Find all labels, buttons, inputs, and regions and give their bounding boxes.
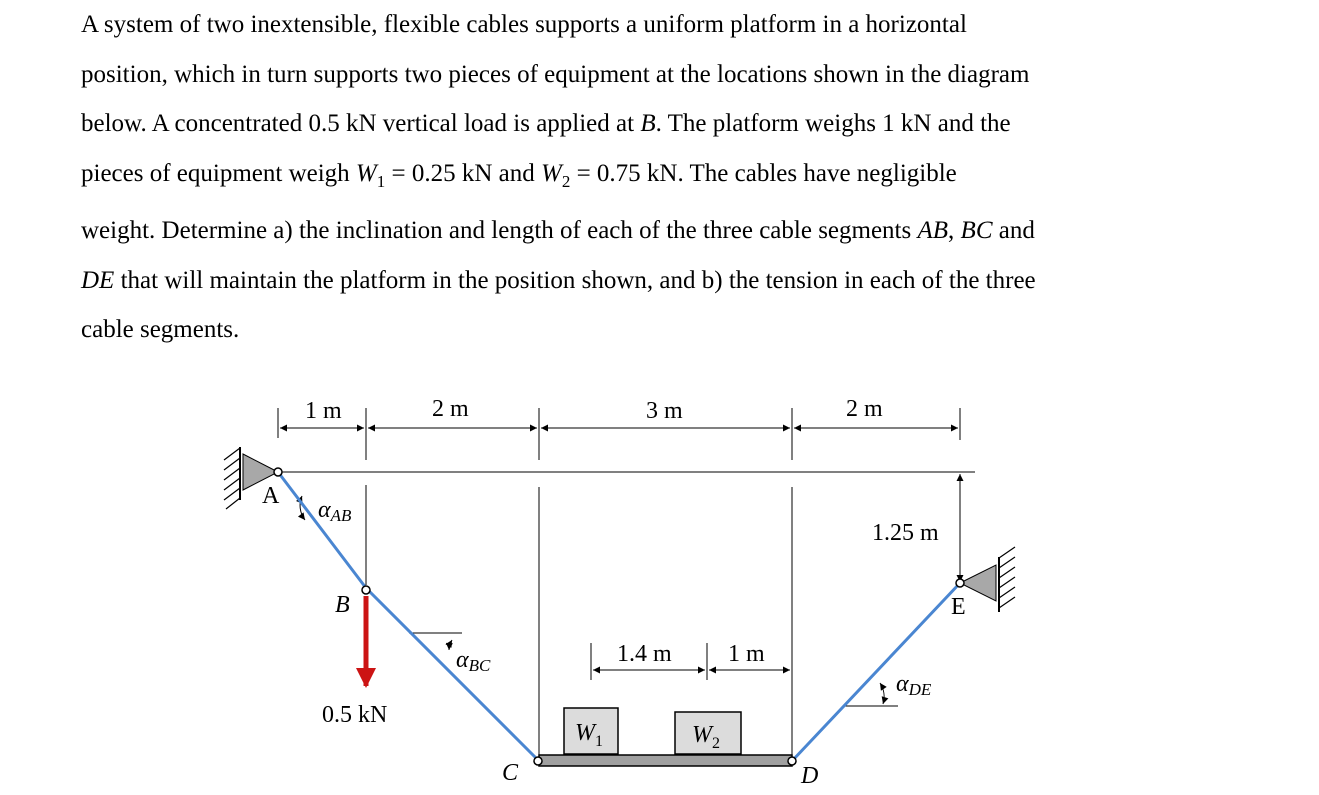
problem-text-segment: pieces of equipment weigh (81, 159, 356, 187)
problem-text-segment: position, which in turn supports two pieces of equipment at the locations shown in the diagram (81, 60, 1030, 88)
pin-d (788, 757, 796, 765)
cable-ab (278, 472, 366, 588)
pin-a (274, 468, 282, 476)
label-d: D (801, 763, 819, 789)
problem-text-segment: cable segments. (81, 316, 240, 343)
problem-text-segment: 2 (561, 171, 571, 191)
problem-text-segment: and (992, 217, 1035, 244)
problem-text-segment: below. A concentrated 0.5 kN vertical load is applied at (81, 110, 641, 137)
dim-label-height: 1.25 m (872, 520, 939, 546)
problem-text-segment: W (541, 159, 562, 187)
dim-label-2m: 2 m (432, 396, 469, 422)
dim-label-1-4m: 1.4 m (617, 641, 672, 667)
problem-text-segment: B (640, 110, 656, 137)
problem-text-segment: BC (960, 217, 993, 244)
equipment-w2-label: $W_2$ (692, 722, 720, 752)
dim-label-3m: 3 m (646, 398, 683, 424)
label-c: C (502, 760, 519, 786)
platform (539, 755, 792, 766)
dimension-labels (305, 396, 939, 728)
angle-arc-de (880, 683, 884, 704)
dim-label-2m-right: 2 m (846, 396, 883, 422)
problem-text-segment: , (948, 217, 961, 244)
angle-arc-bc (449, 640, 452, 650)
cable-de (792, 583, 960, 761)
angle-label-de: αDE (896, 671, 932, 699)
equipment-w1-label: $W_1$ (575, 720, 603, 750)
label-a: A (262, 483, 280, 509)
support-e-hatch (999, 547, 1015, 608)
angle-labels (318, 497, 932, 699)
problem-text-segment: that will maintain the platform in the position shown, and b) the tension in each of the three (114, 266, 1036, 294)
pin-e (956, 579, 964, 587)
problem-text-segment: = 0.75 kN. The cables have negligible (570, 159, 957, 187)
load-label: 0.5 kN (322, 702, 388, 728)
problem-text-segment: AB (917, 217, 949, 244)
pin-b (362, 586, 370, 594)
support-e (960, 547, 1015, 612)
problem-text-segment: weight. Determine a) the inclination and length of each of the three cable segments (81, 217, 918, 244)
problem-text-segment: W (355, 159, 377, 187)
support-a-hatch (224, 448, 240, 509)
problem-text-segment: = 0.25 kN and (385, 159, 541, 187)
equipment-w1 (564, 708, 618, 754)
label-b: B (335, 592, 350, 618)
problem-text-segment: . The platform weighs 1 kN and the (655, 110, 1011, 137)
problem-text-segment: DE (81, 266, 115, 294)
cable-bc (366, 588, 539, 761)
dim-label-1m: 1 m (305, 398, 342, 424)
equipment-w2 (675, 712, 741, 754)
pin-c (534, 757, 542, 765)
angle-label-ab: αAB (318, 497, 352, 525)
dim-label-1m-lower: 1 m (728, 641, 765, 667)
problem-text-segment: 1 (376, 171, 386, 191)
label-e: E (951, 594, 966, 620)
problem-text-segment: A system of two inextensible, flexible cables supports a uniform platform in a horizontal (81, 11, 967, 38)
angle-label-bc: αBC (456, 647, 491, 675)
